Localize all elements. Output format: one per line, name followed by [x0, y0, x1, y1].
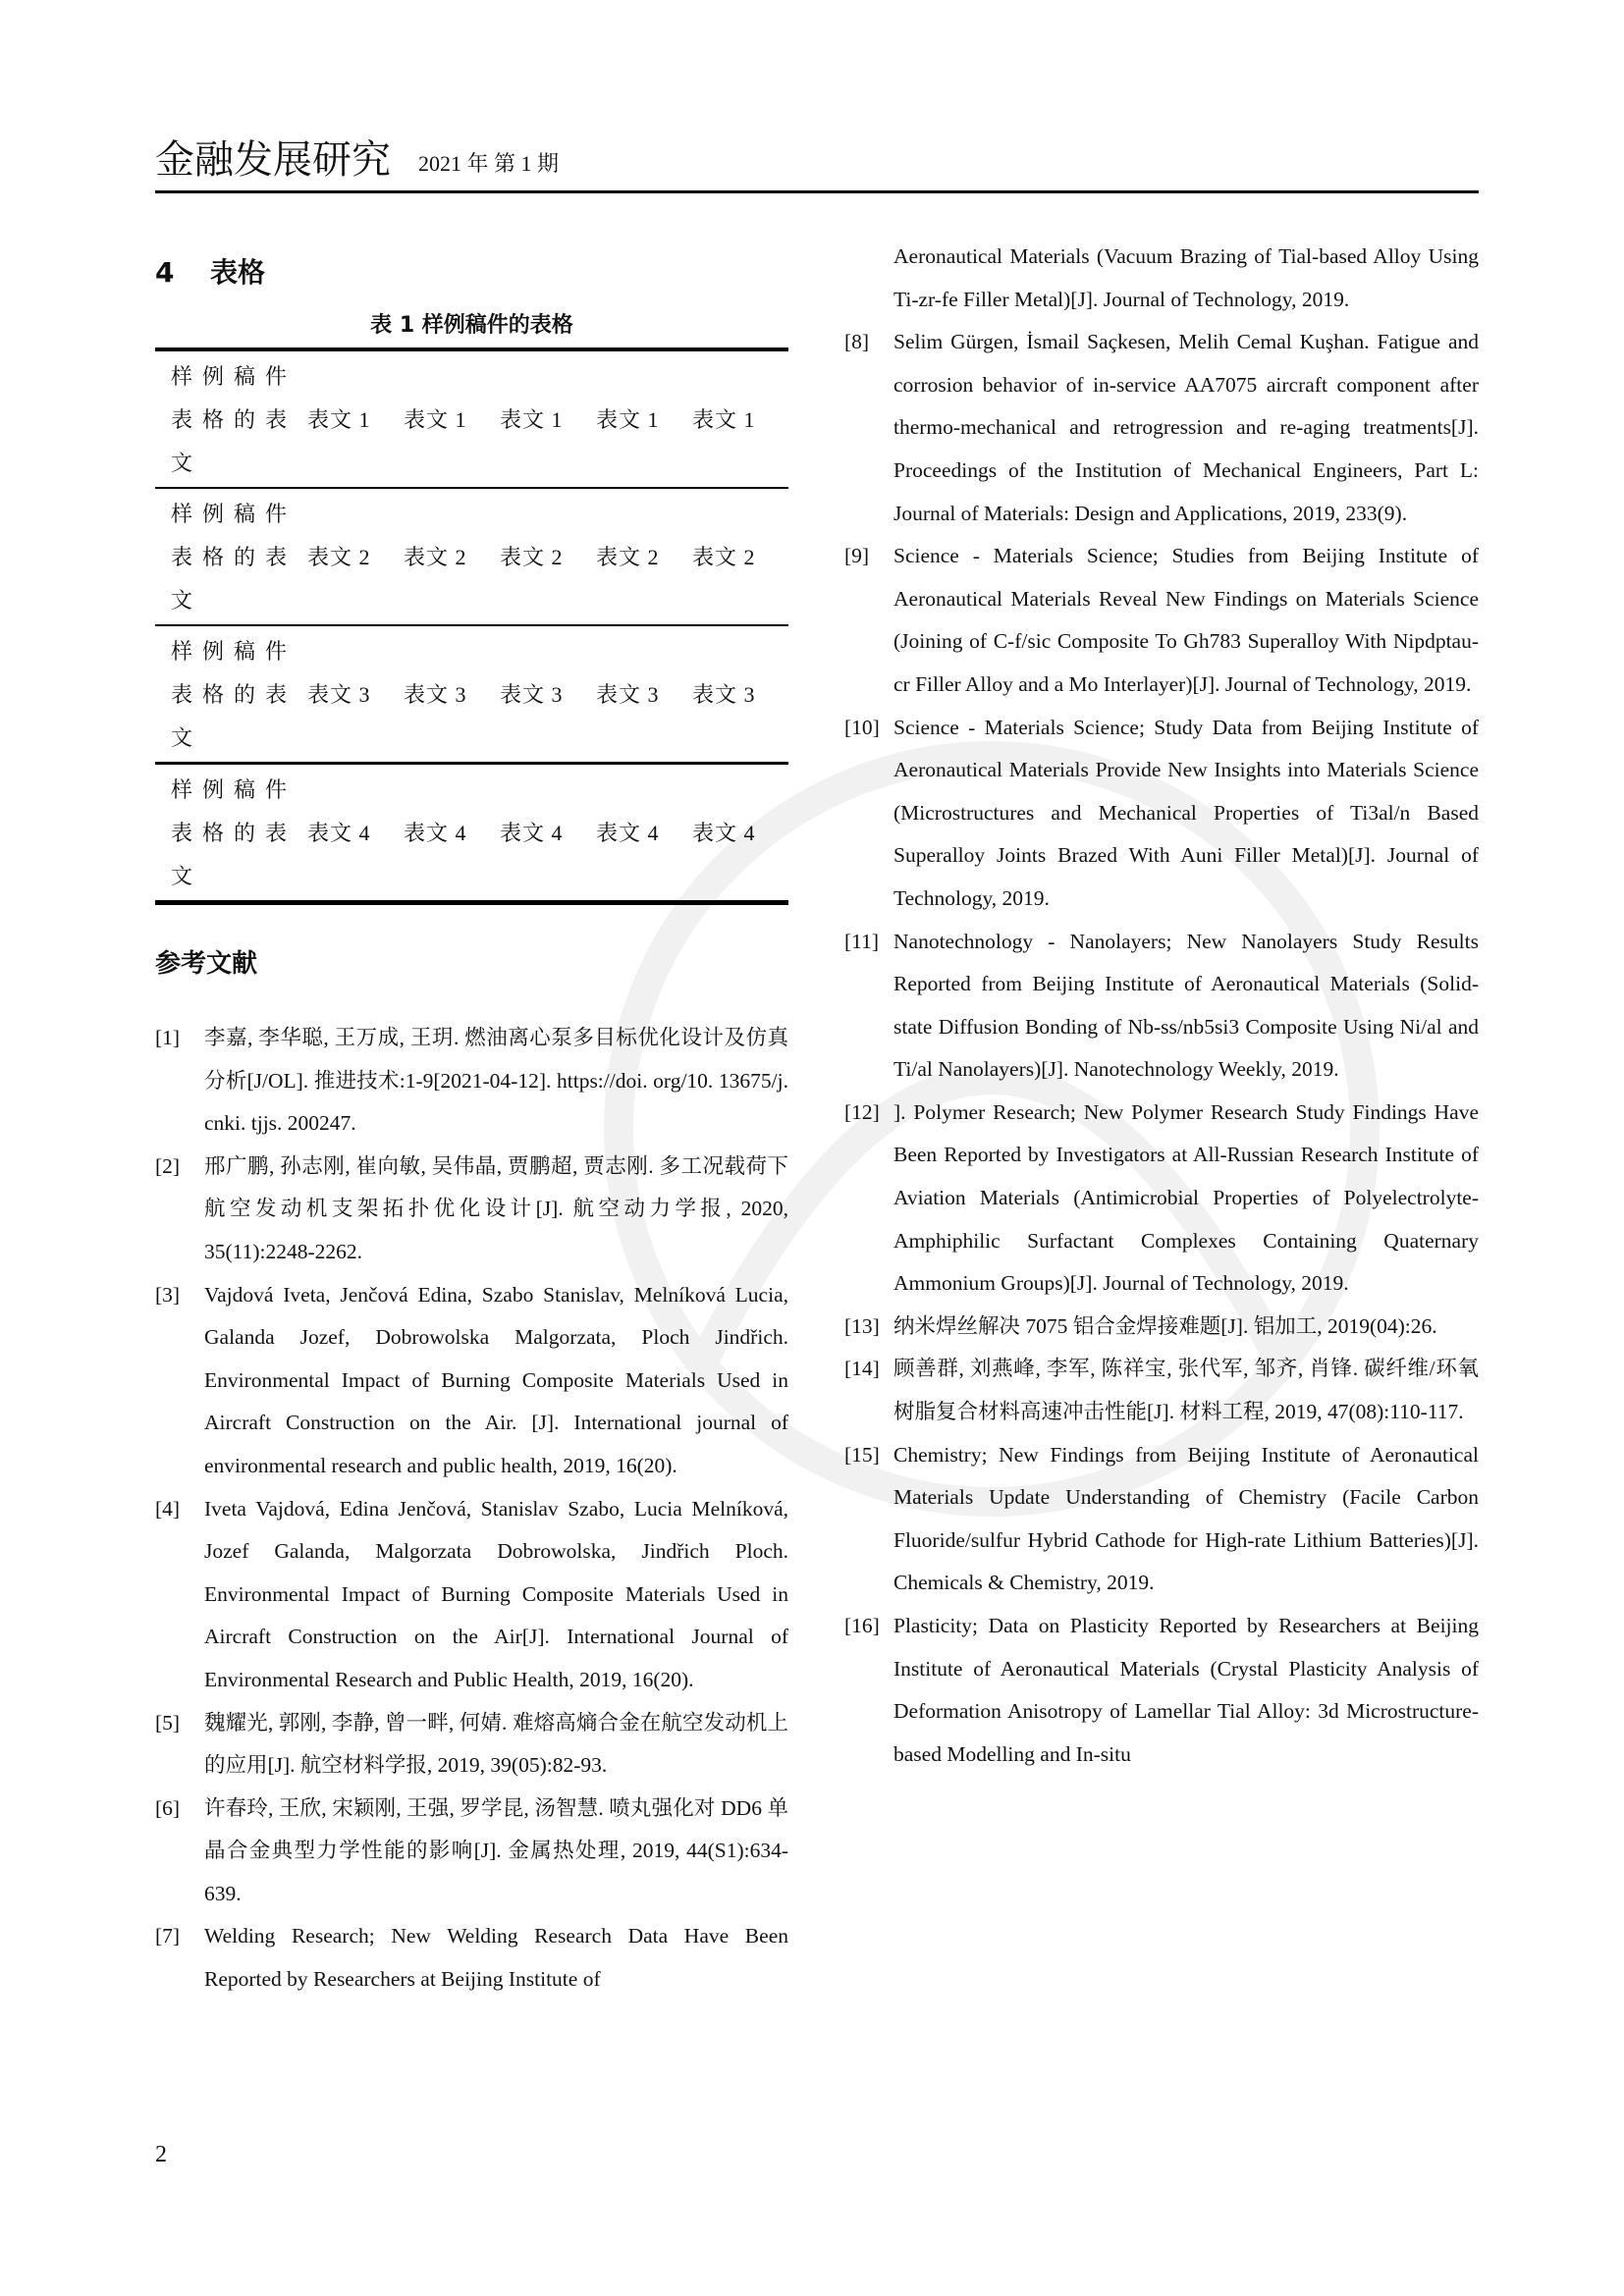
table-row-header [155, 493, 307, 622]
reference-number: [7] [155, 1924, 181, 1949]
issue-label: 2021 年 第 1 期 [418, 151, 560, 176]
row-header-line: 样例稿件 [171, 502, 298, 526]
reference-number: [10] [844, 715, 880, 739]
table-cell: 表文 1 [596, 407, 660, 432]
page-number: 2 [155, 2142, 167, 2167]
reference-text: 许春玲, 王欣, 宋颖刚, 王强, 罗学昆, 汤智慧. 喷丸强化对 DD6 单晶合金典型力学性能的影响[J]. 金属热处理, 2019, 44(S1):634-639. [204, 1795, 788, 1905]
reference-item [155, 1146, 788, 1274]
reference-text: 顾善群, 刘燕峰, 李军, 陈祥宝, 张代军, 邹齐, 肖锋. 碳纤维/环氧树脂复合材料高速冲击性能[J]. 材料工程, 2019, 47(08):110-117. [893, 1357, 1479, 1424]
row-header-line: 文 [171, 451, 203, 475]
reference-text: 魏耀光, 郭刚, 李静, 曾一畔, 何婧. 难熔高熵合金在航空发动机上的应用[J]. 航空材料学报, 2019, 39(05):82-93. [204, 1710, 788, 1778]
section-number: 4 [155, 256, 175, 289]
table-cell: 表文 2 [307, 545, 371, 569]
reference-number: [16] [844, 1614, 880, 1637]
reference-text: Science - Materials Science; Study Data from Beijing Institute of Aeronautical Materials Provide New Insights into Materials Science (Microstructures and Mechanical Properties of Ti3al/n Based Superalloy Joints Brazed With Auni Filler Metal)[J]. Journal of Technology, 2019. [893, 715, 1479, 910]
reference-text: Science - Materials Science; Studies from Beijing Institute of Aeronautical Materials Reveal New Findings on Materials Science (Joining of C-f/sic Composite To Gh783 Superalloy With Nipdptau-cr Filler Alloy and a Mo Interlayer)[J]. Journal of Technology, 2019. [893, 544, 1479, 696]
page-header [155, 135, 1479, 193]
table-cell: 表文 1 [307, 407, 371, 432]
table-cell: 表文 2 [692, 545, 756, 569]
journal-title: 金融发展研究 [155, 137, 391, 182]
row-header-line: 表格的表 [171, 821, 298, 845]
table-cell: 表文 4 [404, 821, 467, 845]
section-title: 表格 [210, 256, 266, 289]
table-cell: 表文 4 [307, 821, 371, 845]
table-row-header [155, 630, 307, 760]
sample-table [155, 347, 788, 905]
reference-text: Nanotechnology - Nanolayers; New Nanolayers Study Results Reported from Beijing Institute of Aeronautical Materials (Solid-state Diffusion Bonding of Nb-ss/nb5si3 Composite Using Ni/al and Ti/al Nanolayers)[J]. Nanotechnology Weekly, 2019. [893, 929, 1479, 1082]
reference-text: Aeronautical Materials (Vacuum Brazing of Tial-based Alloy Using Ti-zr-fe Filler Metal)[J]. Journal of Technology, 2019. [893, 244, 1479, 311]
reference-item [844, 1092, 1479, 1306]
reference-text: ]. Polymer Research; New Polymer Research Study Findings Have Been Reported by Investigators at All-Russian Research Institute of Aviation Materials (Antimicrobial Properties of Polyelectrolyte-Amphiphilic Surfactant Complexes Containing Quaternary Ammonium Groups)[J]. Journal of Technology, 2019. [893, 1099, 1479, 1296]
table-cell: 表文 4 [500, 821, 564, 845]
table-row-header [155, 769, 307, 898]
row-header-line: 样例稿件 [171, 777, 298, 802]
table-cell: 表文 3 [596, 682, 660, 707]
table-cell: 表文 1 [500, 407, 564, 432]
reference-number: [5] [155, 1710, 181, 1735]
references-heading: 参考文献 [155, 949, 258, 979]
reference-text: 邢广鹏, 孙志刚, 崔向敏, 吴伟晶, 贾鹏超, 贾志刚. 多工况载荷下航空发动机支架拓扑优化设计[J]. 航空动力学报, 2020, 35(11):2248-2262. [204, 1153, 788, 1263]
reference-item [844, 321, 1479, 535]
reference-text: Iveta Vajdová, Edina Jenčová, Stanislav Szabo, Lucia Melníková, Jozef Galanda, Malgorzata Dobrowolska, Jindřich Ploch. Environmental Impact of Burning Composite Materials Used in Aircraft Construction on the Air[J]. International Journal of Environmental Research and Public Health, 2019, 16(20). [204, 1496, 788, 1691]
row-header-line: 样例稿件 [171, 364, 298, 389]
reference-item [155, 1488, 788, 1702]
table-cell: 表文 4 [596, 821, 660, 845]
reference-number: [9] [844, 544, 870, 568]
reference-item [844, 1306, 1479, 1349]
table-row [155, 626, 788, 765]
row-header-line: 文 [171, 725, 203, 750]
row-header-line: 样例稿件 [171, 639, 298, 664]
table-cell: 表文 3 [404, 682, 467, 707]
reference-item [844, 1434, 1479, 1605]
reference-item [844, 1348, 1479, 1433]
row-header-line: 文 [171, 864, 203, 888]
reference-number: [2] [155, 1153, 181, 1178]
left-column [155, 236, 788, 2002]
reference-item [155, 1788, 788, 1916]
reference-text: Plasticity; Data on Plasticity Reported by Researchers at Beijing Institute of Aeronautical Materials (Crystal Plasticity Analysis of Deformation Anisotropy of Lamellar Tial Alloy: 3d Microstructure-based Modelling and In-situ [893, 1614, 1479, 1766]
reference-item [155, 1915, 788, 2001]
table-row [155, 765, 788, 900]
row-header-line: 表格的表 [171, 545, 298, 569]
reference-text: Welding Research; New Welding Research Data Have Been Reported by Researchers at Beijing Institute of [204, 1924, 788, 1992]
table-row [155, 489, 788, 626]
reference-number: [6] [155, 1795, 181, 1820]
reference-item [844, 707, 1479, 921]
table-row [155, 351, 788, 489]
reference-number: [8] [844, 330, 870, 354]
reference-item [844, 1605, 1479, 1776]
reference-text: 李嘉, 李华聪, 王万成, 王玥. 燃油离心泵多目标优化设计及仿真分析[J/OL]. 推进技术:1-9[2021-04-12]. https://doi. org/10. 13675/j. cnki. tjjs. 200247. [204, 1026, 788, 1136]
reference-text: Chemistry; New Findings from Beijing Institute of Aeronautical Materials Update Understanding of Chemistry (Facile Carbon Fluoride/sulfur Hybrid Cathode for High-rate Lithium Batteries)[J]. Chemicals & Chemistry, 2019. [893, 1442, 1479, 1595]
reference-number: [1] [155, 1026, 181, 1049]
reference-number: [11] [844, 929, 880, 953]
reference-continuation [844, 236, 1479, 321]
reference-text: 纳米焊丝解决 7075 铝合金焊接难题[J]. 铝加工, 2019(04):26. [893, 1313, 1437, 1338]
row-header-line: 表格的表 [171, 682, 298, 707]
table-cell: 表文 1 [404, 407, 467, 432]
reference-number: [15] [844, 1442, 880, 1467]
row-header-line: 文 [171, 588, 203, 613]
reference-item [844, 535, 1479, 706]
right-column [844, 236, 1479, 1776]
reference-item [155, 1017, 788, 1146]
reference-item [844, 921, 1479, 1092]
reference-number: [3] [155, 1282, 181, 1307]
reference-text: Vajdová Iveta, Jenčová Edina, Szabo Stanislav, Melníková Lucia, Galanda Jozef, Dobrowolska Malgorzata, Ploch Jindřich. Environmental Impact of Burning Composite Materials Used in Aircraft Construction on the Air. [J]. International journal of environmental research and public health, 2019, 16(20). [204, 1282, 788, 1477]
table-cell: 表文 2 [404, 545, 467, 569]
reference-number: [4] [155, 1496, 181, 1521]
table-cell: 表文 2 [596, 545, 660, 569]
table-cell: 表文 3 [307, 682, 371, 707]
table-row-header [155, 355, 307, 485]
reference-text: Selim Gürgen, İsmail Saçkesen, Melih Cemal Kuşhan. Fatigue and corrosion behavior of in-service AA7075 aircraft component after thermo-mechanical and retrogression and re-aging treatments[J]. Proceedings of the Institution of Mechanical Engineers, Part L: Journal of Materials: Design and Applications, 2019, 233(9). [893, 330, 1479, 525]
reference-item [155, 1274, 788, 1488]
row-header-line: 表格的表 [171, 407, 298, 432]
reference-list-left [155, 1017, 788, 2002]
table-cell: 表文 3 [500, 682, 564, 707]
reference-item [155, 1702, 788, 1788]
reference-list-right [844, 321, 1479, 1776]
table-caption: 表 1 样例稿件的表格 [370, 313, 573, 338]
reference-number: [12] [844, 1099, 880, 1124]
table-cell: 表文 1 [692, 407, 756, 432]
section-heading [155, 253, 788, 300]
table-cell: 表文 4 [692, 821, 756, 845]
table-cell: 表文 2 [500, 545, 564, 569]
reference-number: [13] [844, 1313, 880, 1338]
reference-number: [14] [844, 1357, 880, 1381]
table-cell: 表文 3 [692, 682, 756, 707]
